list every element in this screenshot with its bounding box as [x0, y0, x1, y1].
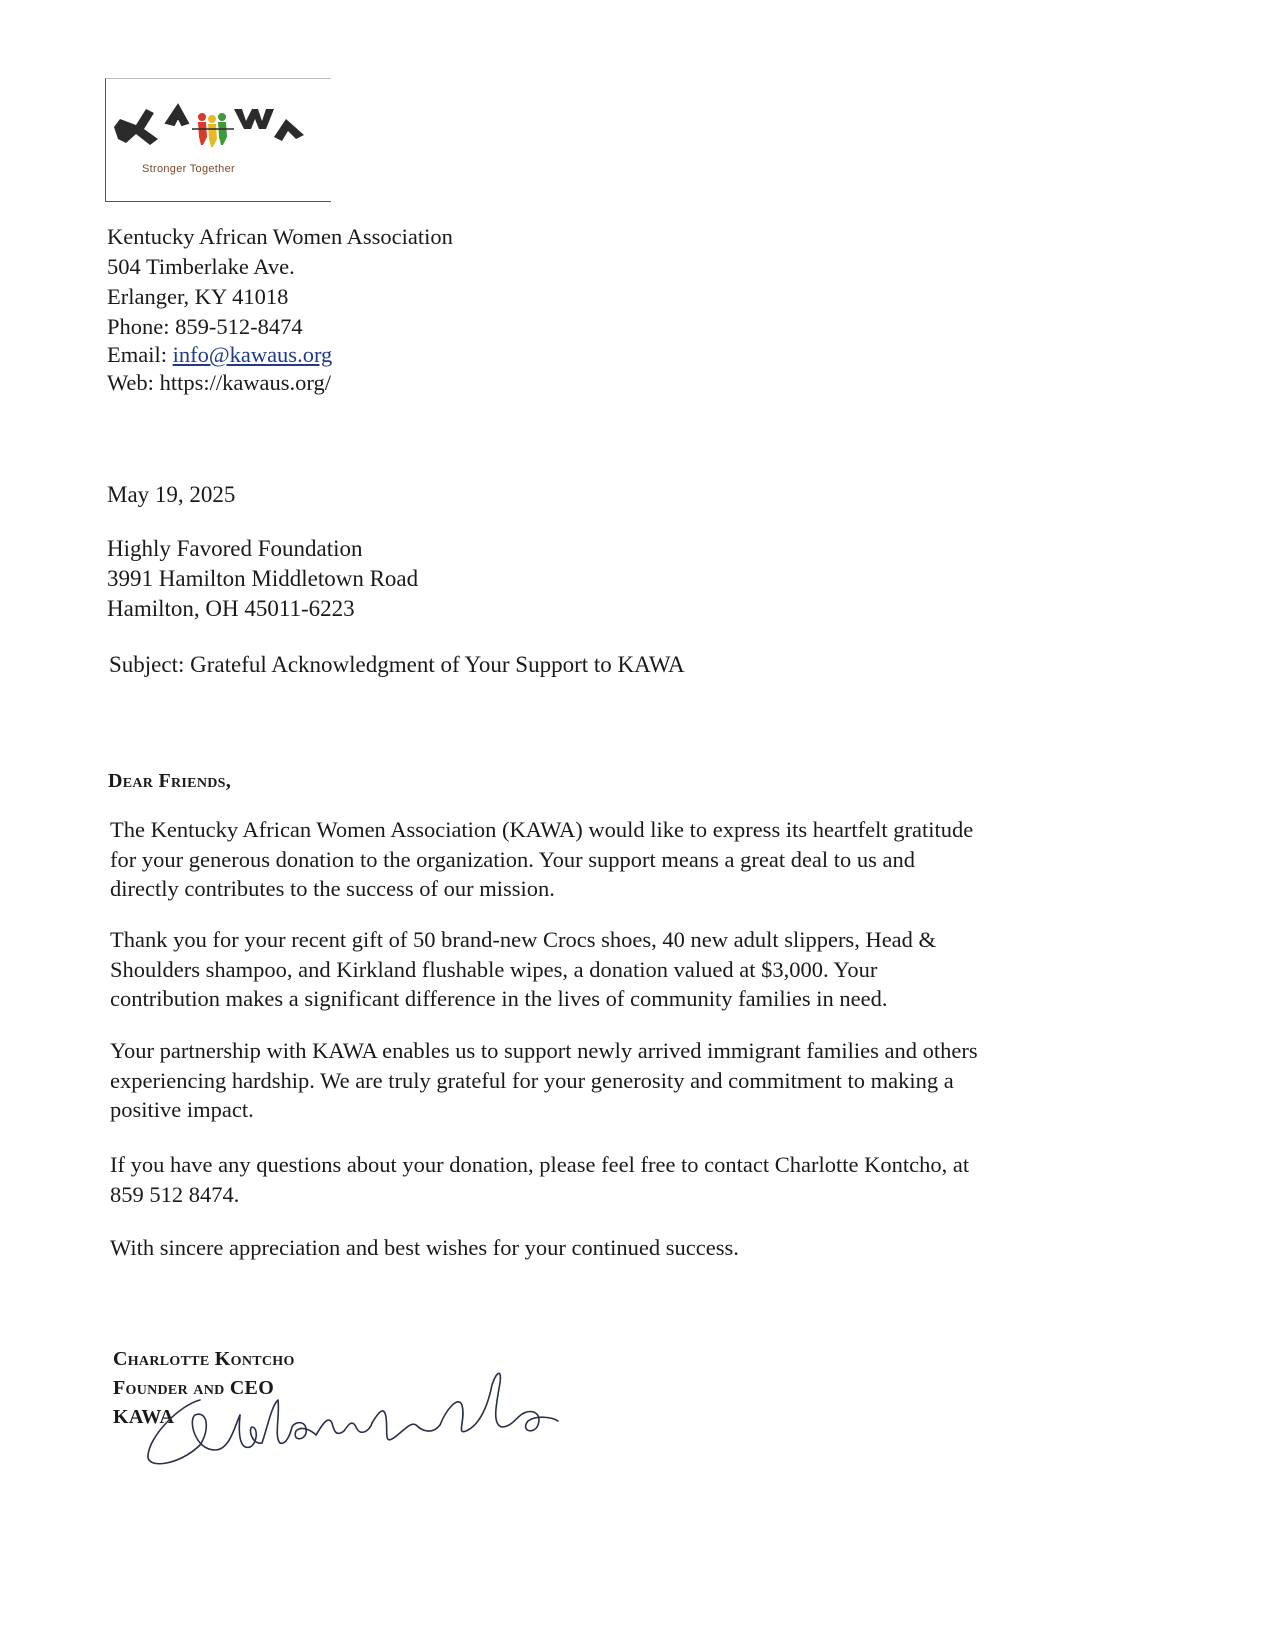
- paragraph-line: directly contributes to the success of our mission.: [110, 876, 555, 901]
- paragraph-line: If you have any questions about your donation, please feel free to contact Charlotte Kontcho, at: [110, 1152, 970, 1177]
- closing-line: [110, 1233, 1100, 1263]
- recipient-street: 3991 Hamilton Middletown Road: [107, 566, 419, 591]
- paragraph-line: for your generous donation to the organization. Your support means a great deal to us and: [110, 846, 916, 872]
- web-label: Web:: [107, 370, 160, 395]
- paragraph-line: experiencing hardship. We are truly grateful for your generosity and commitment to making a: [110, 1067, 954, 1093]
- closing-text: With sincere appreciation and best wishes for your continued success.: [110, 1235, 739, 1260]
- email-link[interactable]: info@kawaus.org: [172, 342, 333, 367]
- body-paragraph-3: [110, 1036, 1100, 1125]
- logo-tagline: Stronger Together: [142, 163, 235, 175]
- paragraph-line: contribution makes a significant difference in the lives of community families in need.: [110, 986, 888, 1011]
- salutation: Dear Friends,: [108, 770, 232, 792]
- recipient-city: Hamilton, OH 45011-6223: [107, 596, 355, 621]
- kawa-logo: [105, 78, 331, 202]
- paragraph-line: Thank you for your recent gift of 50 brand-new Crocs shoes, 40 new adult slippers, Head &: [110, 927, 937, 952]
- paragraph-line: Your partnership with KAWA enables us to support newly arrived immigrant families and others: [110, 1038, 978, 1063]
- sender-phone: [107, 312, 303, 342]
- phone-value: 859-512-8474: [175, 314, 303, 339]
- sender-street: 504 Timberlake Ave.: [107, 254, 295, 279]
- body-paragraph-1: [110, 815, 1100, 904]
- phone-label: Phone:: [107, 314, 176, 339]
- kawa-logo-graphic: [106, 79, 331, 201]
- body-paragraph-4: [110, 1150, 1100, 1209]
- email-label: Email:: [107, 342, 173, 367]
- signatory-title: Founder and CEO: [113, 1377, 275, 1399]
- paragraph-line: Shoulders shampoo, and Kirkland flushable wipes, a donation valued at $3,000. Your: [110, 956, 878, 982]
- paragraph-line: 859 512 8474.: [110, 1181, 240, 1207]
- sender-city: Erlanger, KY 41018: [107, 284, 289, 309]
- signatory-name: Charlotte Kontcho: [113, 1348, 295, 1370]
- recipient-name: Highly Favored Foundation: [107, 536, 363, 561]
- paragraph-line: positive impact.: [110, 1097, 254, 1122]
- signatory-org: KAWA: [113, 1406, 175, 1428]
- handwritten-signature: [140, 1365, 590, 1475]
- sender-web: [107, 368, 331, 398]
- sender-name: Kentucky African Women Association: [107, 224, 453, 249]
- letter-date: May 19, 2025: [107, 482, 236, 507]
- body-paragraph-2: [110, 925, 1100, 1014]
- web-value: https://kawaus.org/: [159, 370, 332, 395]
- people-figures-icon: [192, 113, 234, 147]
- sender-email: [107, 340, 332, 370]
- subject-line: Subject: Grateful Acknowledgment of Your Support to KAWA: [109, 652, 685, 677]
- paragraph-line: The Kentucky African Women Association (KAWA) would like to express its heartfelt gratitude: [110, 817, 974, 842]
